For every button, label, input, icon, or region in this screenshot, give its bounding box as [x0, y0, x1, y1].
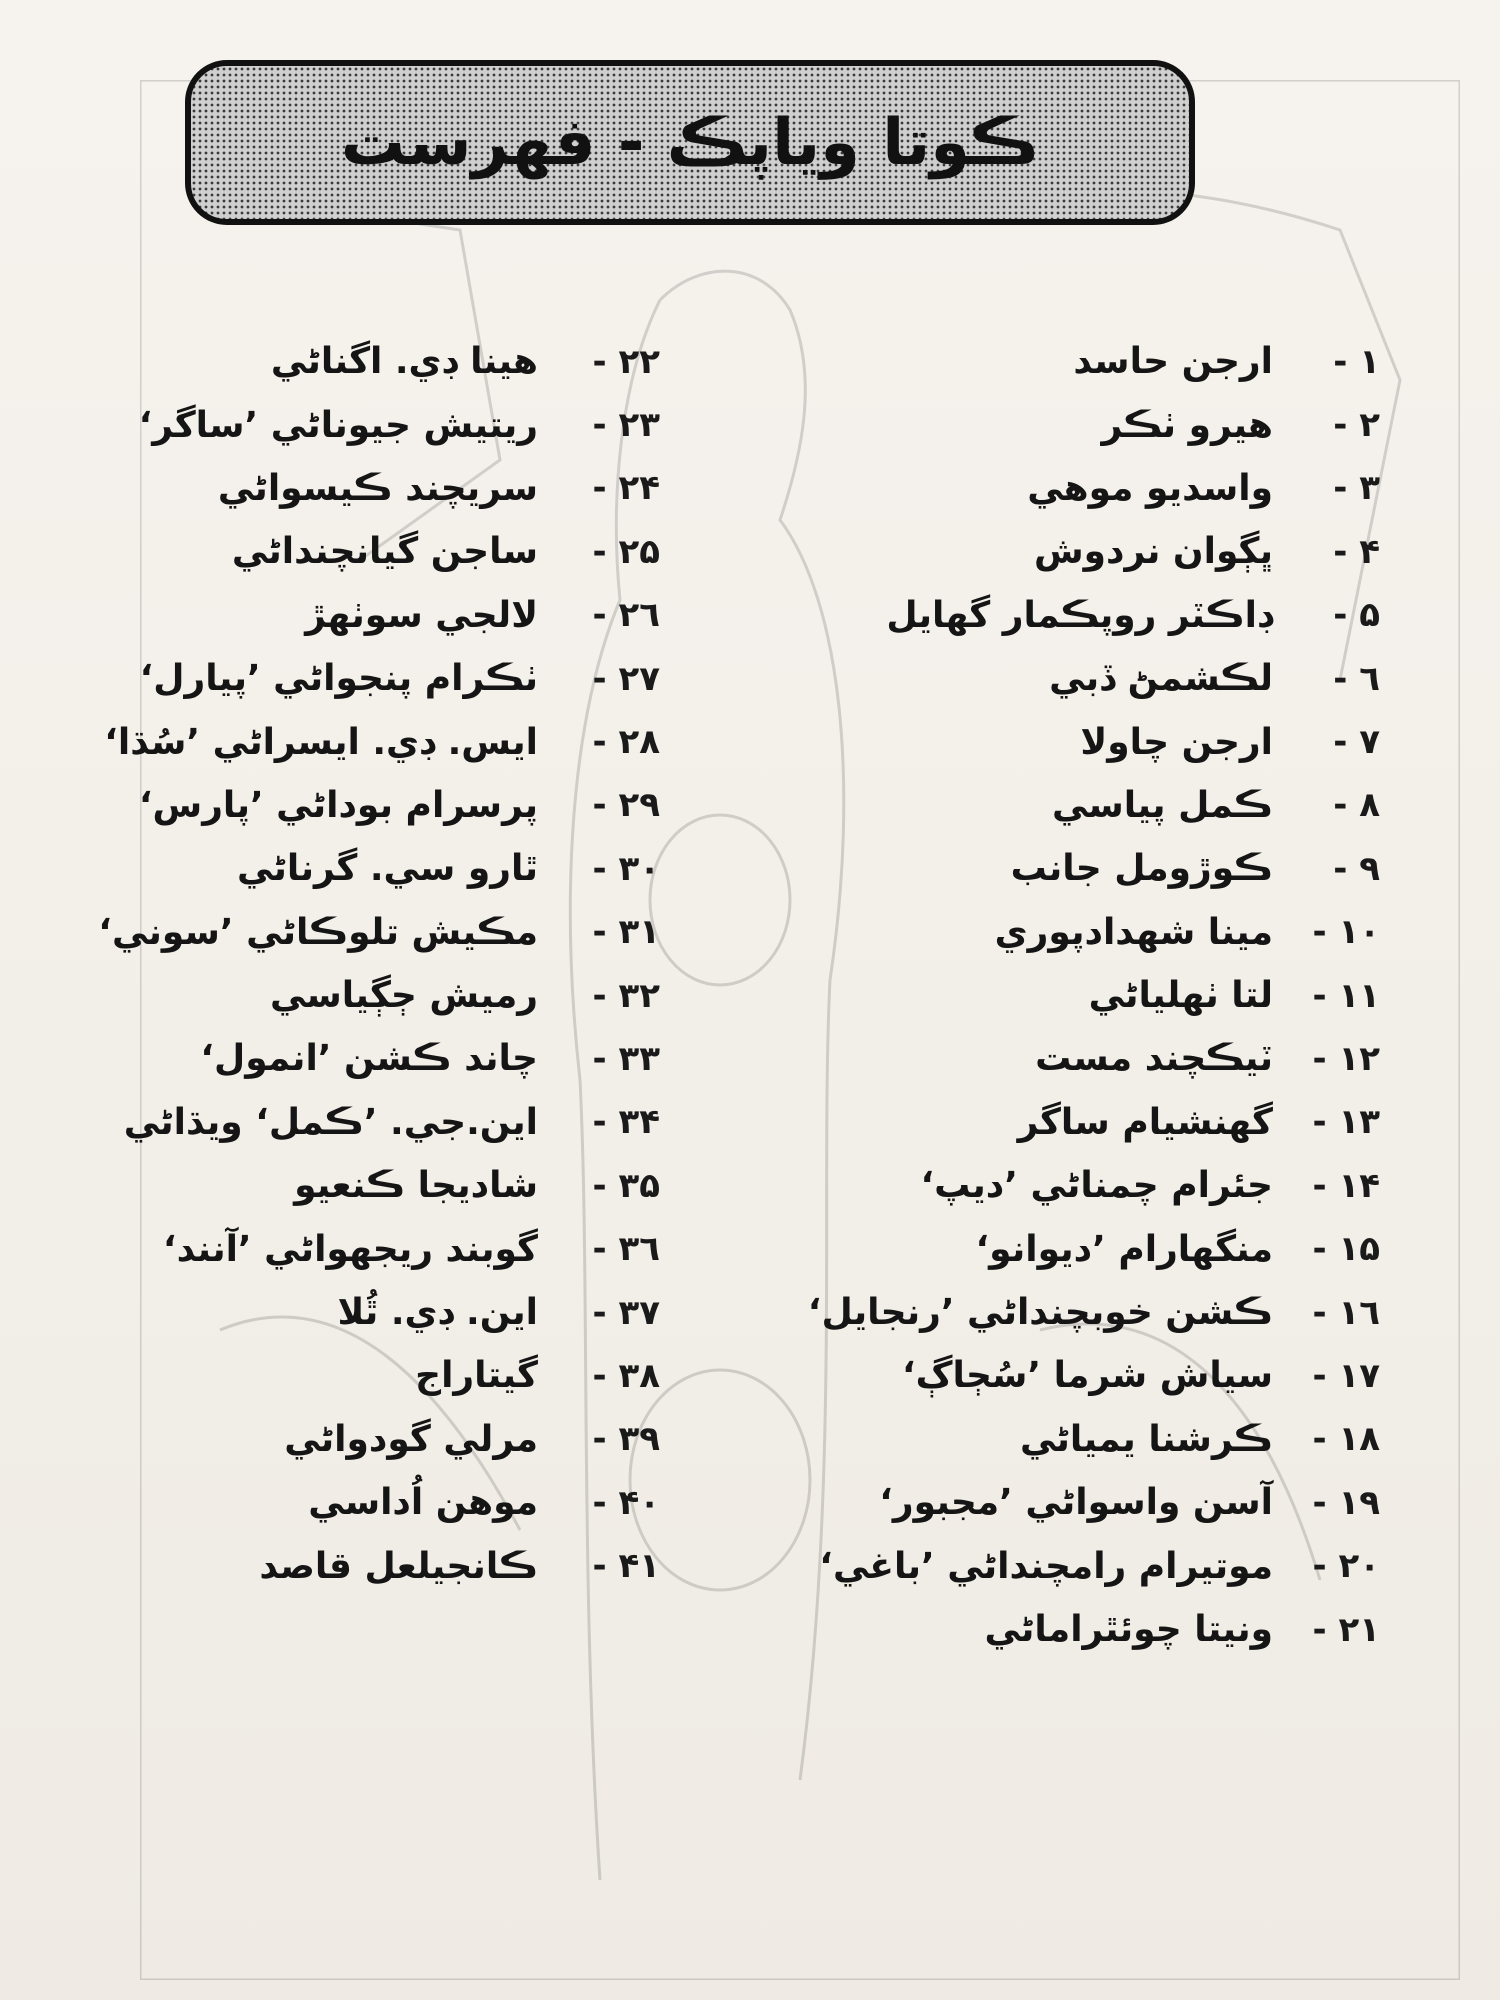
entry-poet-name: اين.جي. ’ڪمل‘ ويڌاڻي	[123, 1101, 538, 1143]
entry-number: ١ -	[1333, 341, 1380, 382]
entry-poet-name: ٽيڪچند مست	[1035, 1038, 1273, 1080]
entry-poet-name: ٺڪرام پنجواڻي ’پيارل‘	[139, 658, 538, 700]
entry-poet-name: ڪرشنا يمياڻي	[1019, 1418, 1273, 1460]
entry-number: ١٧ -	[1312, 1355, 1380, 1396]
contents-column-right	[760, 330, 1380, 1661]
contents-entry	[40, 1534, 660, 1597]
entry-number: ٢٧ -	[592, 658, 660, 699]
entry-number: ٢٩ -	[592, 785, 660, 826]
entry-poet-name: ارجن چاولا	[1080, 721, 1273, 763]
contents-entry	[760, 837, 1380, 900]
contents-entry	[40, 710, 660, 773]
entry-poet-name: گهنشيام ساگر	[1017, 1101, 1273, 1143]
entry-poet-name: ڪوڙومل جانب	[1010, 848, 1273, 890]
entry-poet-name: موهن اُداسي	[308, 1482, 538, 1524]
entry-poet-name: رميش ڄڳياسي	[269, 975, 538, 1017]
contents-entry	[760, 520, 1380, 583]
entry-number: ٢٣ -	[592, 405, 660, 446]
entry-number: ٣٩ -	[592, 1419, 660, 1460]
contents-entry	[760, 457, 1380, 520]
entry-number: ٢ -	[1333, 405, 1380, 446]
entry-number: ١٢ -	[1312, 1038, 1380, 1079]
contents-entry	[40, 1408, 660, 1471]
contents-entry	[760, 1598, 1380, 1661]
contents-entry	[40, 1471, 660, 1534]
entry-poet-name: ونيتا چوئٿراماڻي	[984, 1609, 1273, 1650]
contents-entry	[40, 837, 660, 900]
contents-entry	[40, 901, 660, 964]
contents-entry	[760, 584, 1380, 647]
entry-poet-name: جئرام چمناڻي ’ديپ‘	[920, 1165, 1273, 1207]
contents-entry	[40, 520, 660, 583]
entry-poet-name: مڪيش تلوڪاڻي ’سوني‘	[98, 911, 538, 953]
entry-number: ٢٠ -	[1312, 1546, 1380, 1587]
entry-number: ١۴ -	[1312, 1165, 1380, 1206]
entry-number: ٧ -	[1333, 722, 1380, 763]
contents-entry	[760, 1027, 1380, 1090]
entry-number: ٢٨ -	[592, 722, 660, 763]
entry-poet-name: آسن واسواڻي ’مجبور‘	[879, 1482, 1273, 1524]
entry-poet-name: منگهارام ’ديوانو‘	[975, 1228, 1273, 1270]
contents-entry	[760, 647, 1380, 710]
contents-entry	[40, 774, 660, 837]
entry-poet-name: لالجي سوٺهڙ	[305, 594, 538, 636]
contents-entry	[760, 1217, 1380, 1280]
contents-entry	[760, 901, 1380, 964]
entry-number: ۴ -	[1333, 531, 1380, 572]
entry-number: ١۵ -	[1312, 1229, 1380, 1270]
entry-poet-name: ساجن گيانچنداڻي	[231, 531, 538, 573]
contents-entry	[40, 1027, 660, 1090]
contents-entry	[40, 1091, 660, 1154]
entry-poet-name: ارجن حاسد	[1073, 341, 1273, 383]
entry-poet-name: هينا ڊي. اگناڻي	[270, 341, 538, 383]
entry-poet-name: ايس. ڊي. ايسراڻي ’سُڌا‘	[104, 721, 538, 763]
entry-number: ۴١ -	[592, 1546, 660, 1587]
contents-entry	[40, 647, 660, 710]
entry-poet-name: سريچند ڪيسواڻي	[217, 467, 538, 509]
entry-number: ١٦ -	[1312, 1292, 1380, 1333]
entry-poet-name: ڪانجيلعل قاصد	[259, 1545, 538, 1587]
entry-number: ٢٦ -	[592, 595, 660, 636]
entry-poet-name: ڪشن خوبچنداڻي ’رنجايل‘	[807, 1292, 1273, 1334]
entry-poet-name: هيرو ٺڪر	[1101, 404, 1273, 446]
contents-column-left	[40, 330, 660, 1598]
entry-number: ٣۴ -	[592, 1102, 660, 1143]
entry-number: ٣٨ -	[592, 1355, 660, 1396]
entry-number: ٣۵ -	[592, 1165, 660, 1206]
title-banner	[185, 60, 1195, 225]
contents-entry	[40, 457, 660, 520]
entry-number: ١٩ -	[1312, 1482, 1380, 1523]
contents-entry	[760, 1091, 1380, 1154]
entry-poet-name: لتا ٺهلياڻي	[1088, 975, 1273, 1017]
entry-poet-name: ريتيش جيوناڻي ’ساگر‘	[138, 404, 538, 446]
entry-number: ٢٢ -	[592, 341, 660, 382]
contents-entry	[760, 1408, 1380, 1471]
contents-entry	[40, 1344, 660, 1407]
contents-entry	[760, 1281, 1380, 1344]
entry-poet-name: پرسرام بوداڻي ’پارس‘	[138, 784, 538, 826]
contents-entry	[40, 1217, 660, 1280]
contents-entry	[760, 1471, 1380, 1534]
entry-poet-name: چاند ڪشن ’انمول‘	[200, 1038, 538, 1080]
entry-poet-name: گوبند ريجهواڻي ’آنند‘	[162, 1228, 538, 1270]
entry-number: ٣٦ -	[592, 1229, 660, 1270]
contents-entry	[40, 330, 660, 393]
entry-number: ١٨ -	[1312, 1419, 1380, 1460]
entry-number: ٣ -	[1333, 468, 1380, 509]
entry-number: ١٣ -	[1312, 1102, 1380, 1143]
entry-number: ٦ -	[1333, 658, 1380, 699]
contents-entry	[40, 1281, 660, 1344]
entry-number: ٩ -	[1333, 848, 1380, 889]
entry-poet-name: گيتاراج	[415, 1355, 538, 1397]
entry-poet-name: ڊاڪٽر روپڪمار گهايل	[886, 594, 1273, 636]
entry-poet-name: واسديو موهي	[1027, 467, 1273, 509]
entry-poet-name: شاديجا ڪنعيو	[294, 1165, 538, 1207]
entry-number: ١٠ -	[1312, 912, 1380, 953]
entry-number: ۵ -	[1333, 595, 1380, 636]
page-title: ڪوتا وياپڪ - فهرست	[340, 105, 1040, 180]
entry-number: ٢۴ -	[592, 468, 660, 509]
contents-entry	[760, 330, 1380, 393]
contents-entry	[40, 1154, 660, 1217]
entry-number: ٣٠ -	[592, 848, 660, 889]
entry-poet-name: مينا شهدادپوري	[994, 911, 1273, 953]
contents-entry	[40, 964, 660, 1027]
contents-entry	[760, 1534, 1380, 1597]
contents-entry	[760, 393, 1380, 456]
entry-poet-name: ڀڳوان نردوش	[1033, 531, 1273, 573]
contents-entry	[760, 774, 1380, 837]
entry-number: ٢١ -	[1312, 1609, 1380, 1650]
contents-entry	[760, 1154, 1380, 1217]
entry-number: ١١ -	[1312, 975, 1380, 1016]
entry-number: ٣٣ -	[592, 1038, 660, 1079]
contents-entry	[760, 1344, 1380, 1407]
contents-entry	[40, 584, 660, 647]
entry-number: ٣٢ -	[592, 975, 660, 1016]
entry-number: ۴٠ -	[592, 1482, 660, 1523]
entry-number: ٢۵ -	[592, 531, 660, 572]
entry-number: ٣٧ -	[592, 1292, 660, 1333]
entry-number: ٨ -	[1333, 785, 1380, 826]
entry-poet-name: ڪمل پياسي	[1051, 784, 1273, 826]
entry-poet-name: سياش شرما ’سُڄاڳ‘	[901, 1355, 1273, 1397]
contents-entry	[760, 710, 1380, 773]
entry-poet-name: اين. ڊي. ٿُلا	[337, 1292, 538, 1334]
entry-number: ٣١ -	[592, 912, 660, 953]
entry-poet-name: ٿارو سي. گرناڻي	[236, 848, 538, 890]
contents-entry	[40, 393, 660, 456]
entry-poet-name: موتيرام رامچنداڻي ’باغي‘	[819, 1545, 1273, 1587]
entry-poet-name: مرلي گودواڻي	[284, 1418, 538, 1460]
contents-entry	[760, 964, 1380, 1027]
entry-poet-name: لڪشمڻ ڏبي	[1049, 658, 1273, 700]
